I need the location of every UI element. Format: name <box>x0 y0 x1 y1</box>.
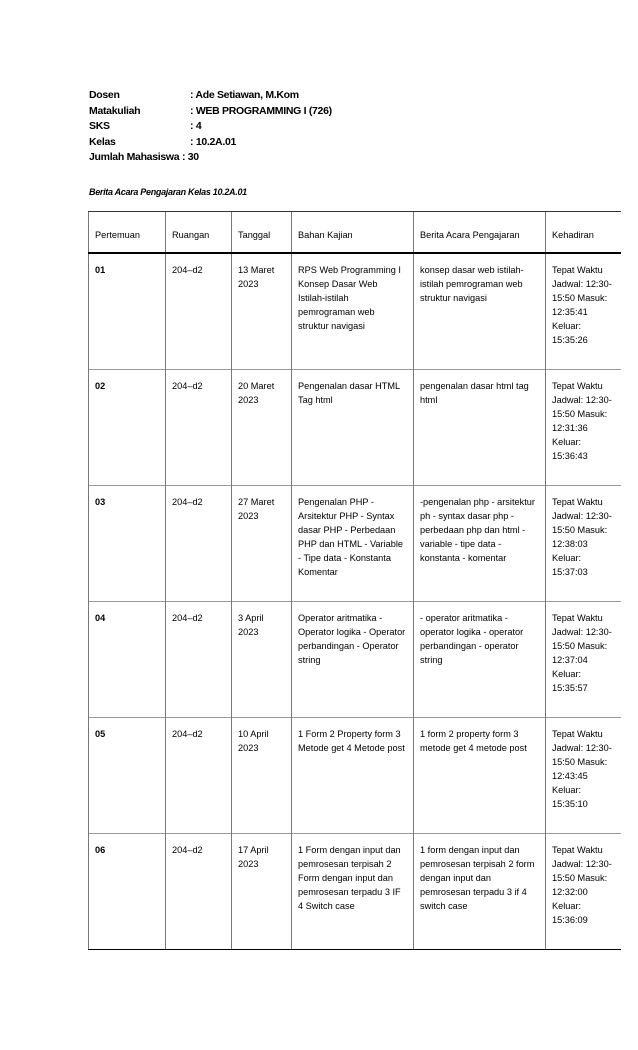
cell-pertemuan: 02 <box>89 370 166 486</box>
sks-label: SKS <box>89 120 110 132</box>
cell-berita-acara: pengenalan dasar html tag html <box>414 370 546 486</box>
cell-ruangan: 204–d2 <box>166 602 232 718</box>
cell-pertemuan: 01 <box>89 253 166 370</box>
course-info <box>89 88 332 166</box>
dosen-label: Dosen <box>89 89 120 101</box>
cell-kehadiran: Tepat Waktu Jadwal: 12:30-15:50 Masuk: 12:35:41 Keluar: 15:35:26 <box>546 253 621 370</box>
cell-tanggal: 13 Maret 2023 <box>232 253 292 370</box>
table-row <box>89 253 621 370</box>
attendance-table <box>88 211 621 950</box>
info-matakuliah <box>89 104 332 120</box>
header-berita-acara: Berita Acara Pengajaran <box>414 212 546 254</box>
cell-pertemuan: 04 <box>89 602 166 718</box>
info-sks <box>89 119 332 135</box>
cell-berita-acara: - operator aritmatika - operator logika - operator perbandingan - operator string <box>414 602 546 718</box>
info-dosen <box>89 88 332 104</box>
cell-kehadiran: Tepat Waktu Jadwal: 12:30-15:50 Masuk: 12:31:36 Keluar: 15:36:43 <box>546 370 621 486</box>
table-row <box>89 718 621 834</box>
header-bahan-kajian: Bahan Kajian <box>292 212 414 254</box>
cell-berita-acara: 1 form dengan input dan pemrosesan terpisah 2 form dengan input dan pemrosesan terpadu 3 if 4 switch case <box>414 834 546 950</box>
sks-value: : 4 <box>190 120 202 132</box>
cell-pertemuan: 05 <box>89 718 166 834</box>
cell-tanggal: 3 April 2023 <box>232 602 292 718</box>
cell-ruangan: 204–d2 <box>166 370 232 486</box>
table-row <box>89 486 621 602</box>
table-row <box>89 602 621 718</box>
cell-ruangan: 204–d2 <box>166 486 232 602</box>
cell-tanggal: 27 Maret 2023 <box>232 486 292 602</box>
cell-kehadiran: Tepat Waktu Jadwal: 12:30-15:50 Masuk: 12:38:03 Keluar: 15:37:03 <box>546 486 621 602</box>
cell-bahan-kajian: Operator aritmatika - Operator logika - Operator perbandingan - Operator string <box>292 602 414 718</box>
section-title: Berita Acara Pengajaran Kelas 10.2A.01 <box>89 187 247 197</box>
dosen-value: : Ade Setiawan, M.Kom <box>190 89 299 101</box>
cell-pertemuan: 06 <box>89 834 166 950</box>
cell-bahan-kajian: 1 Form dengan input dan pemrosesan terpisah 2 Form dengan input dan pemrosesan terpadu 3 IF 4 Switch case <box>292 834 414 950</box>
table-header-row <box>89 212 621 254</box>
header-kehadiran: Kehadiran <box>546 212 621 254</box>
cell-ruangan: 204–d2 <box>166 834 232 950</box>
jumlah-label: Jumlah Mahasiswa <box>89 151 180 163</box>
kelas-label: Kelas <box>89 135 116 148</box>
cell-tanggal: 17 April 2023 <box>232 834 292 950</box>
info-kelas <box>89 135 332 151</box>
cell-berita-acara: konsep dasar web istilah-istilah pemrograman web struktur navigasi <box>414 253 546 370</box>
cell-berita-acara: 1 form 2 property form 3 metode get 4 metode post <box>414 718 546 834</box>
cell-ruangan: 204–d2 <box>166 253 232 370</box>
table-row <box>89 834 621 950</box>
cell-tanggal: 10 April 2023 <box>232 718 292 834</box>
table-row <box>89 370 621 486</box>
cell-kehadiran: Tepat Waktu Jadwal: 12:30-15:50 Masuk: 12:32:00 Keluar: 15:36:09 <box>546 834 621 950</box>
cell-bahan-kajian: RPS Web Programming I Konsep Dasar Web Istilah-istilah pemrograman web struktur navigasi <box>292 253 414 370</box>
info-jumlah <box>89 150 332 166</box>
cell-berita-acara: -pengenalan php - arsitektur ph - syntax dasar php - perbedaan php dan html - variable - tipe data - konstanta - komentar <box>414 486 546 602</box>
cell-bahan-kajian: Pengenalan dasar HTML Tag html <box>292 370 414 486</box>
header-pertemuan: Pertemuan <box>89 212 166 254</box>
cell-bahan-kajian: Pengenalan PHP - Arsitektur PHP - Syntax dasar PHP - Perbedaan PHP dan HTML - Variable - Tipe data - Konstanta Komentar <box>292 486 414 602</box>
cell-kehadiran: Tepat Waktu Jadwal: 12:30-15:50 Masuk: 12:37:04 Keluar: 15:35:57 <box>546 602 621 718</box>
header-tanggal: Tanggal <box>232 212 292 254</box>
header-ruangan: Ruangan <box>166 212 232 254</box>
jumlah-value: : 30 <box>181 151 199 163</box>
cell-tanggal: 20 Maret 2023 <box>232 370 292 486</box>
cell-pertemuan: 03 <box>89 486 166 602</box>
cell-ruangan: 204–d2 <box>166 718 232 834</box>
cell-kehadiran: Tepat Waktu Jadwal: 12:30-15:50 Masuk: 12:43:45 Keluar: 15:35:10 <box>546 718 621 834</box>
cell-bahan-kajian: 1 Form 2 Property form 3 Metode get 4 Metode post <box>292 718 414 834</box>
matakuliah-label: Matakuliah <box>89 104 141 117</box>
kelas-value: : 10.2A.01 <box>190 135 237 148</box>
matakuliah-value: : WEB PROGRAMMING I (726) <box>190 104 332 117</box>
